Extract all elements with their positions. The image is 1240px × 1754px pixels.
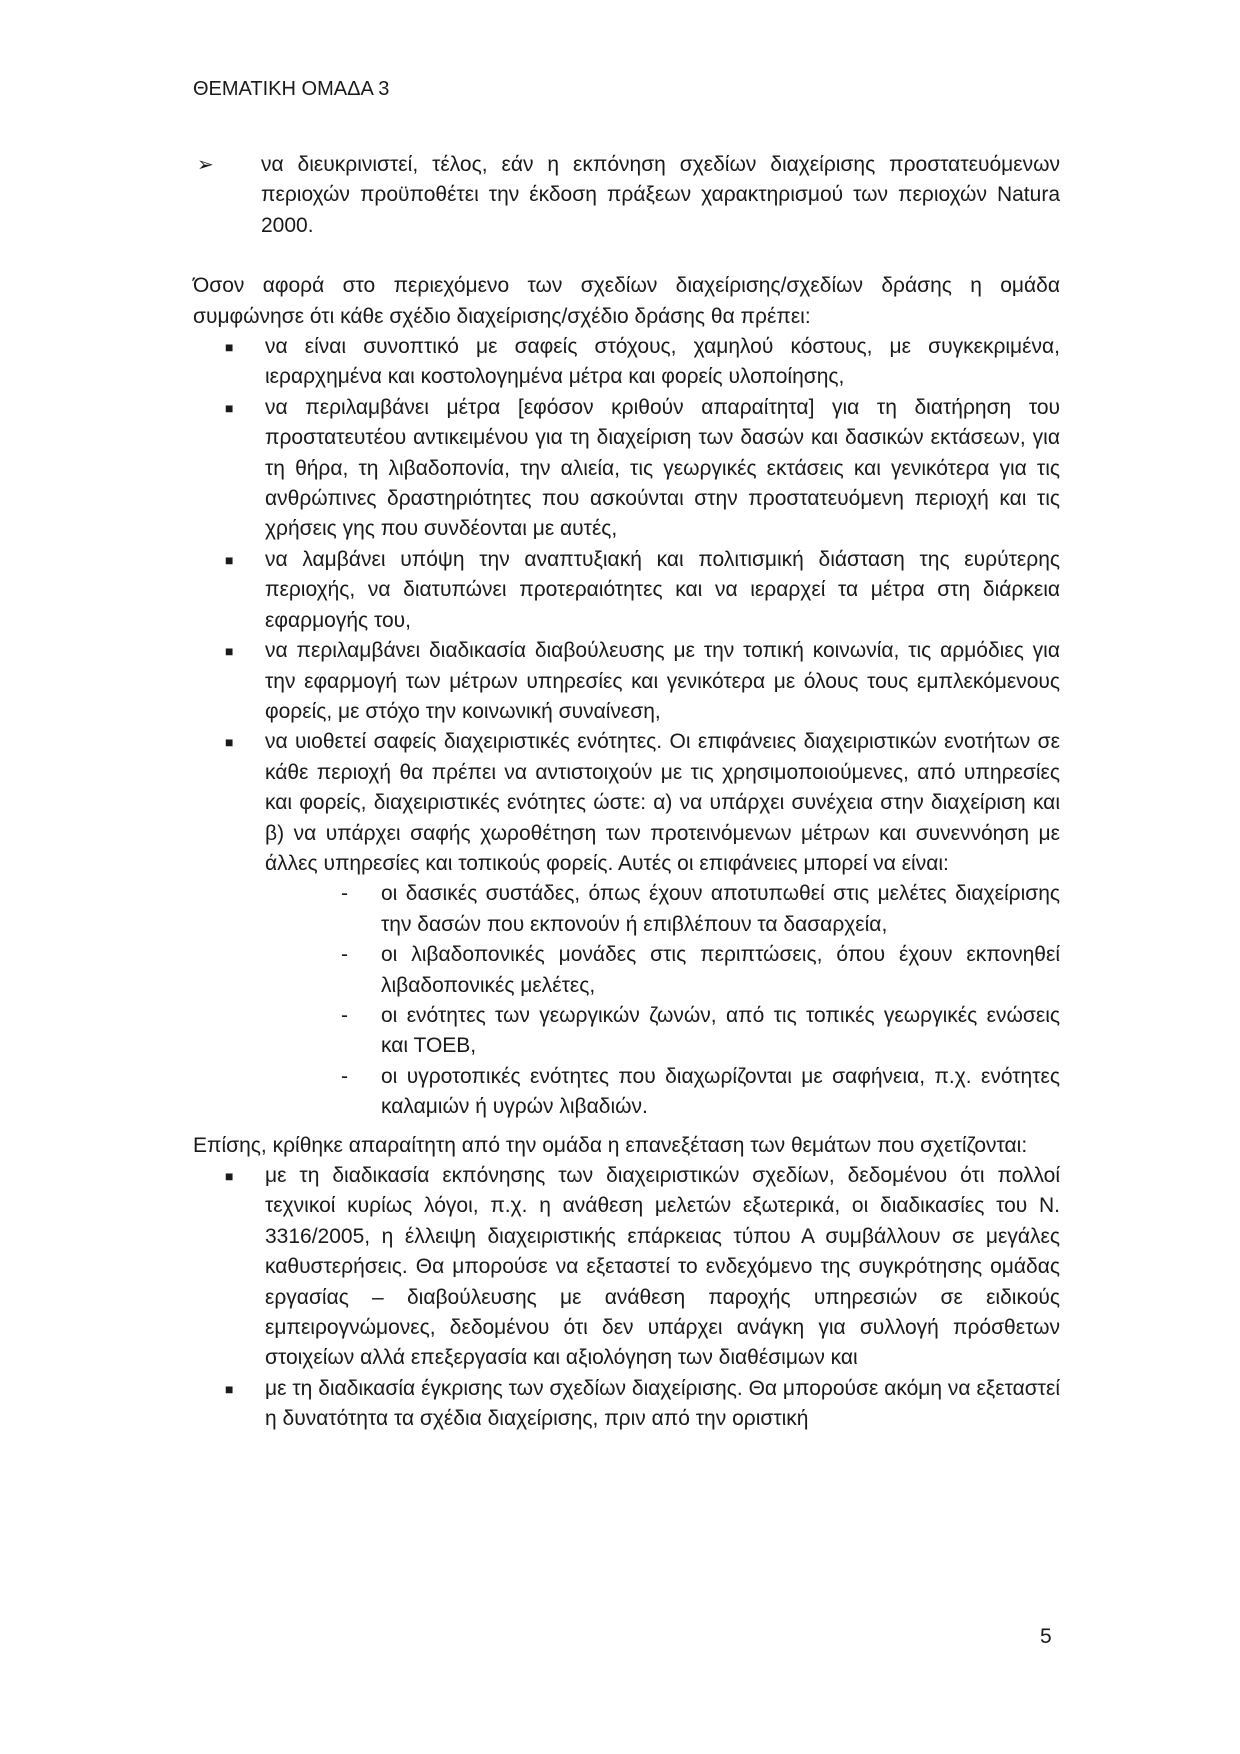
sublist-item-text: οι ενότητες των γεωργικών ζωνών, από τις τοπικές γεωργικές ενώσεις και ΤΟΕΒ, [381, 1003, 1060, 1058]
list-item-text: να λαμβάνει υπόψη την αναπτυξιακή και πολιτισμική διάσταση της ευρύτερης περιοχής, να διατυπώνει προτεραιότητες και να ιεραρχεί τα μέτρα στη διάρκεια εφαρμογής του, [265, 547, 1060, 632]
sublist-item-text: οι δασικές συστάδες, όπως έχουν αποτυπωθεί στις μελέτες διαχείρισης την δασών που εκπονούν ή επιβλέπουν τα δασαρχεία, [381, 882, 1060, 936]
arrow-bullet-icon: ➢ [197, 154, 214, 176]
list-item [225, 393, 1060, 545]
list-item-text: να περιλαμβάνει διαδικασία διαβούλευσης με την τοπική κοινωνία, τις αρμόδιες για την εφαρμογή των μέτρων υπηρεσίες και γενικότερα με όλους τους εμπλεκόμενους φορείς, με στόχο την κοινωνική συναίνεση, [265, 639, 1060, 723]
square-bullet-icon: ■ [225, 643, 234, 660]
sublist-item-text: οι υγροτοπικές ενότητες που διαχωρίζονται με σαφήνεια, π.χ. ενότητες καλαμιών ή υγρών λιβαδιών. [381, 1064, 1060, 1119]
dash-bullet-icon: - [341, 1064, 348, 1088]
requirements-list [193, 332, 1060, 879]
sublist-item [341, 940, 1060, 1001]
list-item-text: να είναι συνοπτικό με σαφείς στόχους, χαμηλού κόστους, με συγκεκριμένα, ιεραρχημένα και κοστολογημένα μέτρα και φορείς υλοποίησης, [265, 335, 1060, 389]
running-header: ΘΕΜΑΤΙΚΗ ΟΜΑΔΑ 3 [193, 78, 390, 100]
list-item [225, 1374, 1060, 1435]
square-bullet-icon: ■ [225, 339, 234, 356]
dash-bullet-icon: - [341, 882, 348, 906]
dash-bullet-icon: - [341, 1003, 348, 1027]
list-item-text: να διευκρινιστεί, τέλος, εάν η εκπόνηση σχεδίων διαχείρισης προστατευόμενων περιοχών προϋποθέτει την έκδοση πράξεων χαρακτηρισμού των περιοχών Natura 2000. [261, 153, 1060, 237]
surfaces-sublist [193, 879, 1060, 1122]
list-item [193, 150, 1060, 241]
list-item-text: με τη διαδικασία έγκρισης των σχεδίων διαχείρισης. Θα μπορούσε ακόμη να εξεταστεί η δυνατότητα τα σχέδια διαχείρισης, πριν από την οριστική [265, 1376, 1060, 1431]
list-item [225, 1161, 1060, 1374]
list-item-text: να υιοθετεί σαφείς διαχειριστικές ενότητες. Οι επιφάνειες διαχειριστικών ενοτήτων σε κάθε περιοχή θα πρέπει να αντιστοιχούν με τις χρησιμοποιούμενες, από υπηρεσίες και φορείς, διαχειριστικές ενότητες ώστε: α) να υπάρχει συνέχεια στην διαχείριση και β) να υπάρχει σαφής χωροθέτηση των προτεινόμενων μέτρων και συνεννόηση με άλλες υπηρεσίες και τοπικούς φορείς. Αυτές οι επιφάνειες μπορεί να είναι: [265, 730, 1060, 875]
sublist-item [341, 1062, 1060, 1123]
page-number: 5 [1040, 1625, 1052, 1648]
review-list [193, 1161, 1060, 1435]
list-item [225, 636, 1060, 727]
square-bullet-icon: ■ [225, 734, 234, 751]
paragraph: Όσον αφορά στο περιεχόμενο των σχεδίων διαχείρισης/σχεδίων δράσης η ομάδα συμφώνησε ότι κάθε σχέδιο διαχείρισης/σχέδιο δράσης θα πρέπει: [193, 274, 1060, 328]
sublist-item [341, 1001, 1060, 1062]
list-item-text: με τη διαδικασία εκπόνησης των διαχειριστικών σχεδίων, δεδομένου ότι πολλοί τεχνικοί κυρίως λόγοι, π.χ. η ανάθεση μελετών εξωτερικά, οι διαδικασίες του Ν. 3316/2005, η έλλειψη διαχειριστικής επάρκειας τύπου Α συμβάλλουν σε μεγάλες καθυστερήσεις. Θα μπορούσε να εξεταστεί το ενδεχόμενο της συγκρότησης ομάδας εργασίας – διαβούλευσης με ανάθεση παροχής υπηρεσιών σε ειδικούς εμπειρογνώμονες, δεδομένου ότι δεν υπάρχει ανάγκη για συλλογή πρόσθετων στοιχείων αλλά επεξεργασία και αξιολόγηση των διαθέσιμων και [265, 1164, 1060, 1370]
sublist-item [341, 879, 1060, 940]
list-item [225, 332, 1060, 393]
square-bullet-icon: ■ [225, 551, 234, 568]
dash-bullet-icon: - [341, 943, 348, 967]
list-item-text: να περιλαμβάνει μέτρα [εφόσον κριθούν απαραίτητα] για τη διατήρηση του προστατευτέου αντικειμένου για τη διαχείριση των δασών και δασικών εκτάσεων, για τη θήρα, τη λιβαδοπονία, την αλιεία, τις γεωργικές εκτάσεις και γενικότερα για τις ανθρώπινες δραστηριότητες που ασκούνται στην προστατευόμενη περιοχή και τις χρήσεις γης που συνδέονται με αυτές, [265, 395, 1060, 541]
document-body [193, 150, 1060, 1435]
sublist-item-text: οι λιβαδοπονικές μονάδες στις περιπτώσεις, όπου έχουν εκπονηθεί λιβαδοπονικές μελέτες, [381, 943, 1060, 997]
intro-list [193, 150, 1060, 241]
square-bullet-icon: ■ [225, 1168, 234, 1184]
list-item [225, 545, 1060, 636]
list-item [225, 727, 1060, 879]
square-bullet-icon: ■ [225, 399, 234, 416]
paragraph: Επίσης, κρίθηκε απαραίτητη από την ομάδα η επανεξέταση των θεμάτων που σχετίζονται: [193, 1133, 1028, 1157]
square-bullet-icon: ■ [225, 1380, 234, 1397]
